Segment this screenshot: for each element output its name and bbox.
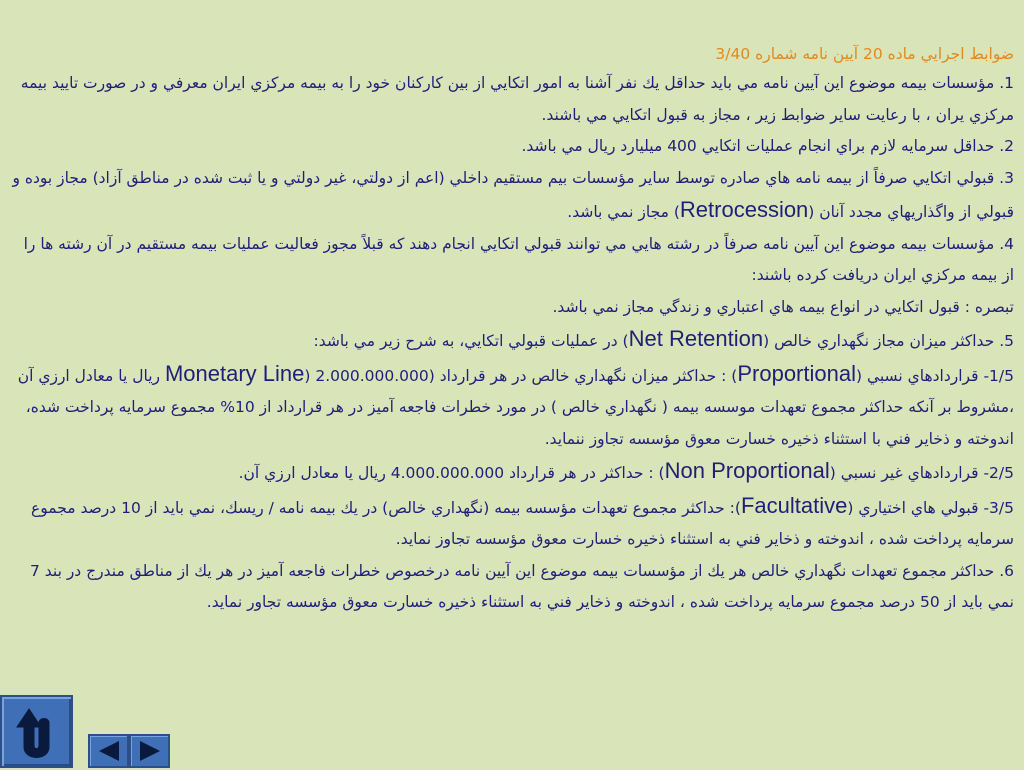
next-slide-button[interactable] (129, 734, 170, 768)
paragraph-6: 6. حداكثر مجموع تعهدات نگهداري خالص هر يك از مؤسسات بيمه موضوع اين آيين نامه درخصوص خطرات فاجعه آميز در هر يك از مناطق مندرج در بند 7 نمي بايد از 50 درصد مجموع سرمايه پرداخت شده ، اندوخته و ذخاير فني به استثناء ذخيره خسارت معوق مؤسسه تجاور نمايد. (29, 561, 1014, 611)
paragraph-5-3-text-a: 3/5- قبولي هاي اختياري ( (847, 498, 1014, 517)
paragraph-1: 1. مؤسسات بيمه موضوع اين آيين نامه مي بايد حداقل يك نفر آشنا به امور اتكايي از بين كاركنان خود را به بيمه مركزي ايران معرفي و در صورت تاييد بيمه مركزي يران ، با رعايت ساير ضوابط زير ، مجاز به قبول اتكايي مي باشند. (20, 74, 1014, 124)
paragraph-5-2-text-b: ) : حداكثر در هر قرارداد 4.000.000.000 ريال يا معادل ارزي آن. (238, 464, 665, 482)
term-proportional: Proportional (737, 360, 856, 386)
paragraph-5-text-b: ) در عمليات قبولي اتكايي، به شرح زير مي باشد: (313, 332, 629, 350)
paragraph-5-2-text-a: 2/5- قراردادهاي غير نسبي ( (829, 464, 1014, 482)
triangle-left-icon (95, 739, 123, 763)
term-non-proportional: Non Proportional (664, 458, 830, 483)
paragraph-3-text-a: 3. قبولي اتكايي صرفاً از بيمه نامه هاي صادره توسط ساير مؤسسات بيم مستقيم داخلي (اعم از دولتي، غير دولتي و يا ثبت شده در مناطق آزاد) مجاز بوده و قبولي از واگذاريهاي مجدد آنان ( (12, 168, 1014, 221)
paragraph-2: 2. حداقل سرمايه لازم براي انجام عمليات اتكايي 400 ميليارد ريال مي باشد. (521, 137, 1014, 155)
paragraph-5-2 (12, 455, 1014, 490)
paragraph-5-1-text-c: ) 2.000.000.000 ريال يا معادل ارزي آن ،مشروط بر آنكه حداكثر مجموع تعهدات موسسه بيمه ( نگهداري خالص ) در مورد خطرات فاجعه آميز در هر قرارداد از 10% مجموع سرمايه پرداخت شده، اندوخته و ذخاير فني با استثناء ذخيره خسارت معوق مؤسسه تجاوز ننمايد. (17, 366, 1014, 448)
paragraph-5-1 (12, 358, 1014, 456)
note: تبصره : قبول اتكايي در انواع بيمه هاي اعتباري و زندگي مجاز نمي باشد. (552, 297, 1014, 316)
paragraph-5-text-a: 5. حداكثر ميزان مجاز نگهداري خالص ( (763, 332, 1014, 350)
paragraph-5-1-text-a: 1/5- قراردادهاي نسبي ( (855, 366, 1014, 385)
return-arrow-icon (2, 697, 71, 766)
paragraph-5-3-text-b: ): حداكثر مجموع تعهدات مؤسسه بيمه (نگهداري خالص) در يك بيمه نامه / ريسك، نمي بايد از 10 درصد مجموع سرمايه پرداخت شده ، اندوخته و ذخاير فني به استثناء ذخيره خسارت معوق مؤسسه تجاوز نمايد. (31, 498, 1014, 548)
paragraph-4: 4. مؤسسات بيمه موضوع اين آيين نامه صرفاً در رشته هايي مي توانند قبولي اتكايي انجام دهند كه قبلاً مجوز فعاليت عمليات بيمه مستقيم در آن رشته ها را از بيمه مركزي ايران دريافت كرده باشند: (23, 234, 1014, 284)
paragraph-5-3 (12, 490, 1014, 556)
slide-title: ضوابط اجرايي ماده 20 آيين نامه شماره 3/40 (715, 45, 1014, 63)
back-button[interactable] (0, 695, 73, 768)
slide-content (12, 42, 1014, 619)
triangle-right-icon (136, 739, 164, 763)
term-monetary-line: Monetary Line (164, 360, 305, 386)
paragraph-5 (12, 323, 1014, 358)
term-net-retention: Net Retention (628, 326, 764, 351)
previous-slide-button[interactable] (88, 734, 129, 768)
term-facultative: Facultative (740, 492, 848, 518)
slide-navigation (88, 734, 170, 768)
paragraph-5-1-text-b: ) : حداكثر ميزان نگهداري خالص در هر قرارداد ( (428, 366, 738, 385)
term-retrocession: Retrocession (679, 197, 809, 222)
paragraph-3 (12, 163, 1014, 229)
paragraph-3-text-b: ) مجاز نمي باشد. (567, 203, 680, 221)
